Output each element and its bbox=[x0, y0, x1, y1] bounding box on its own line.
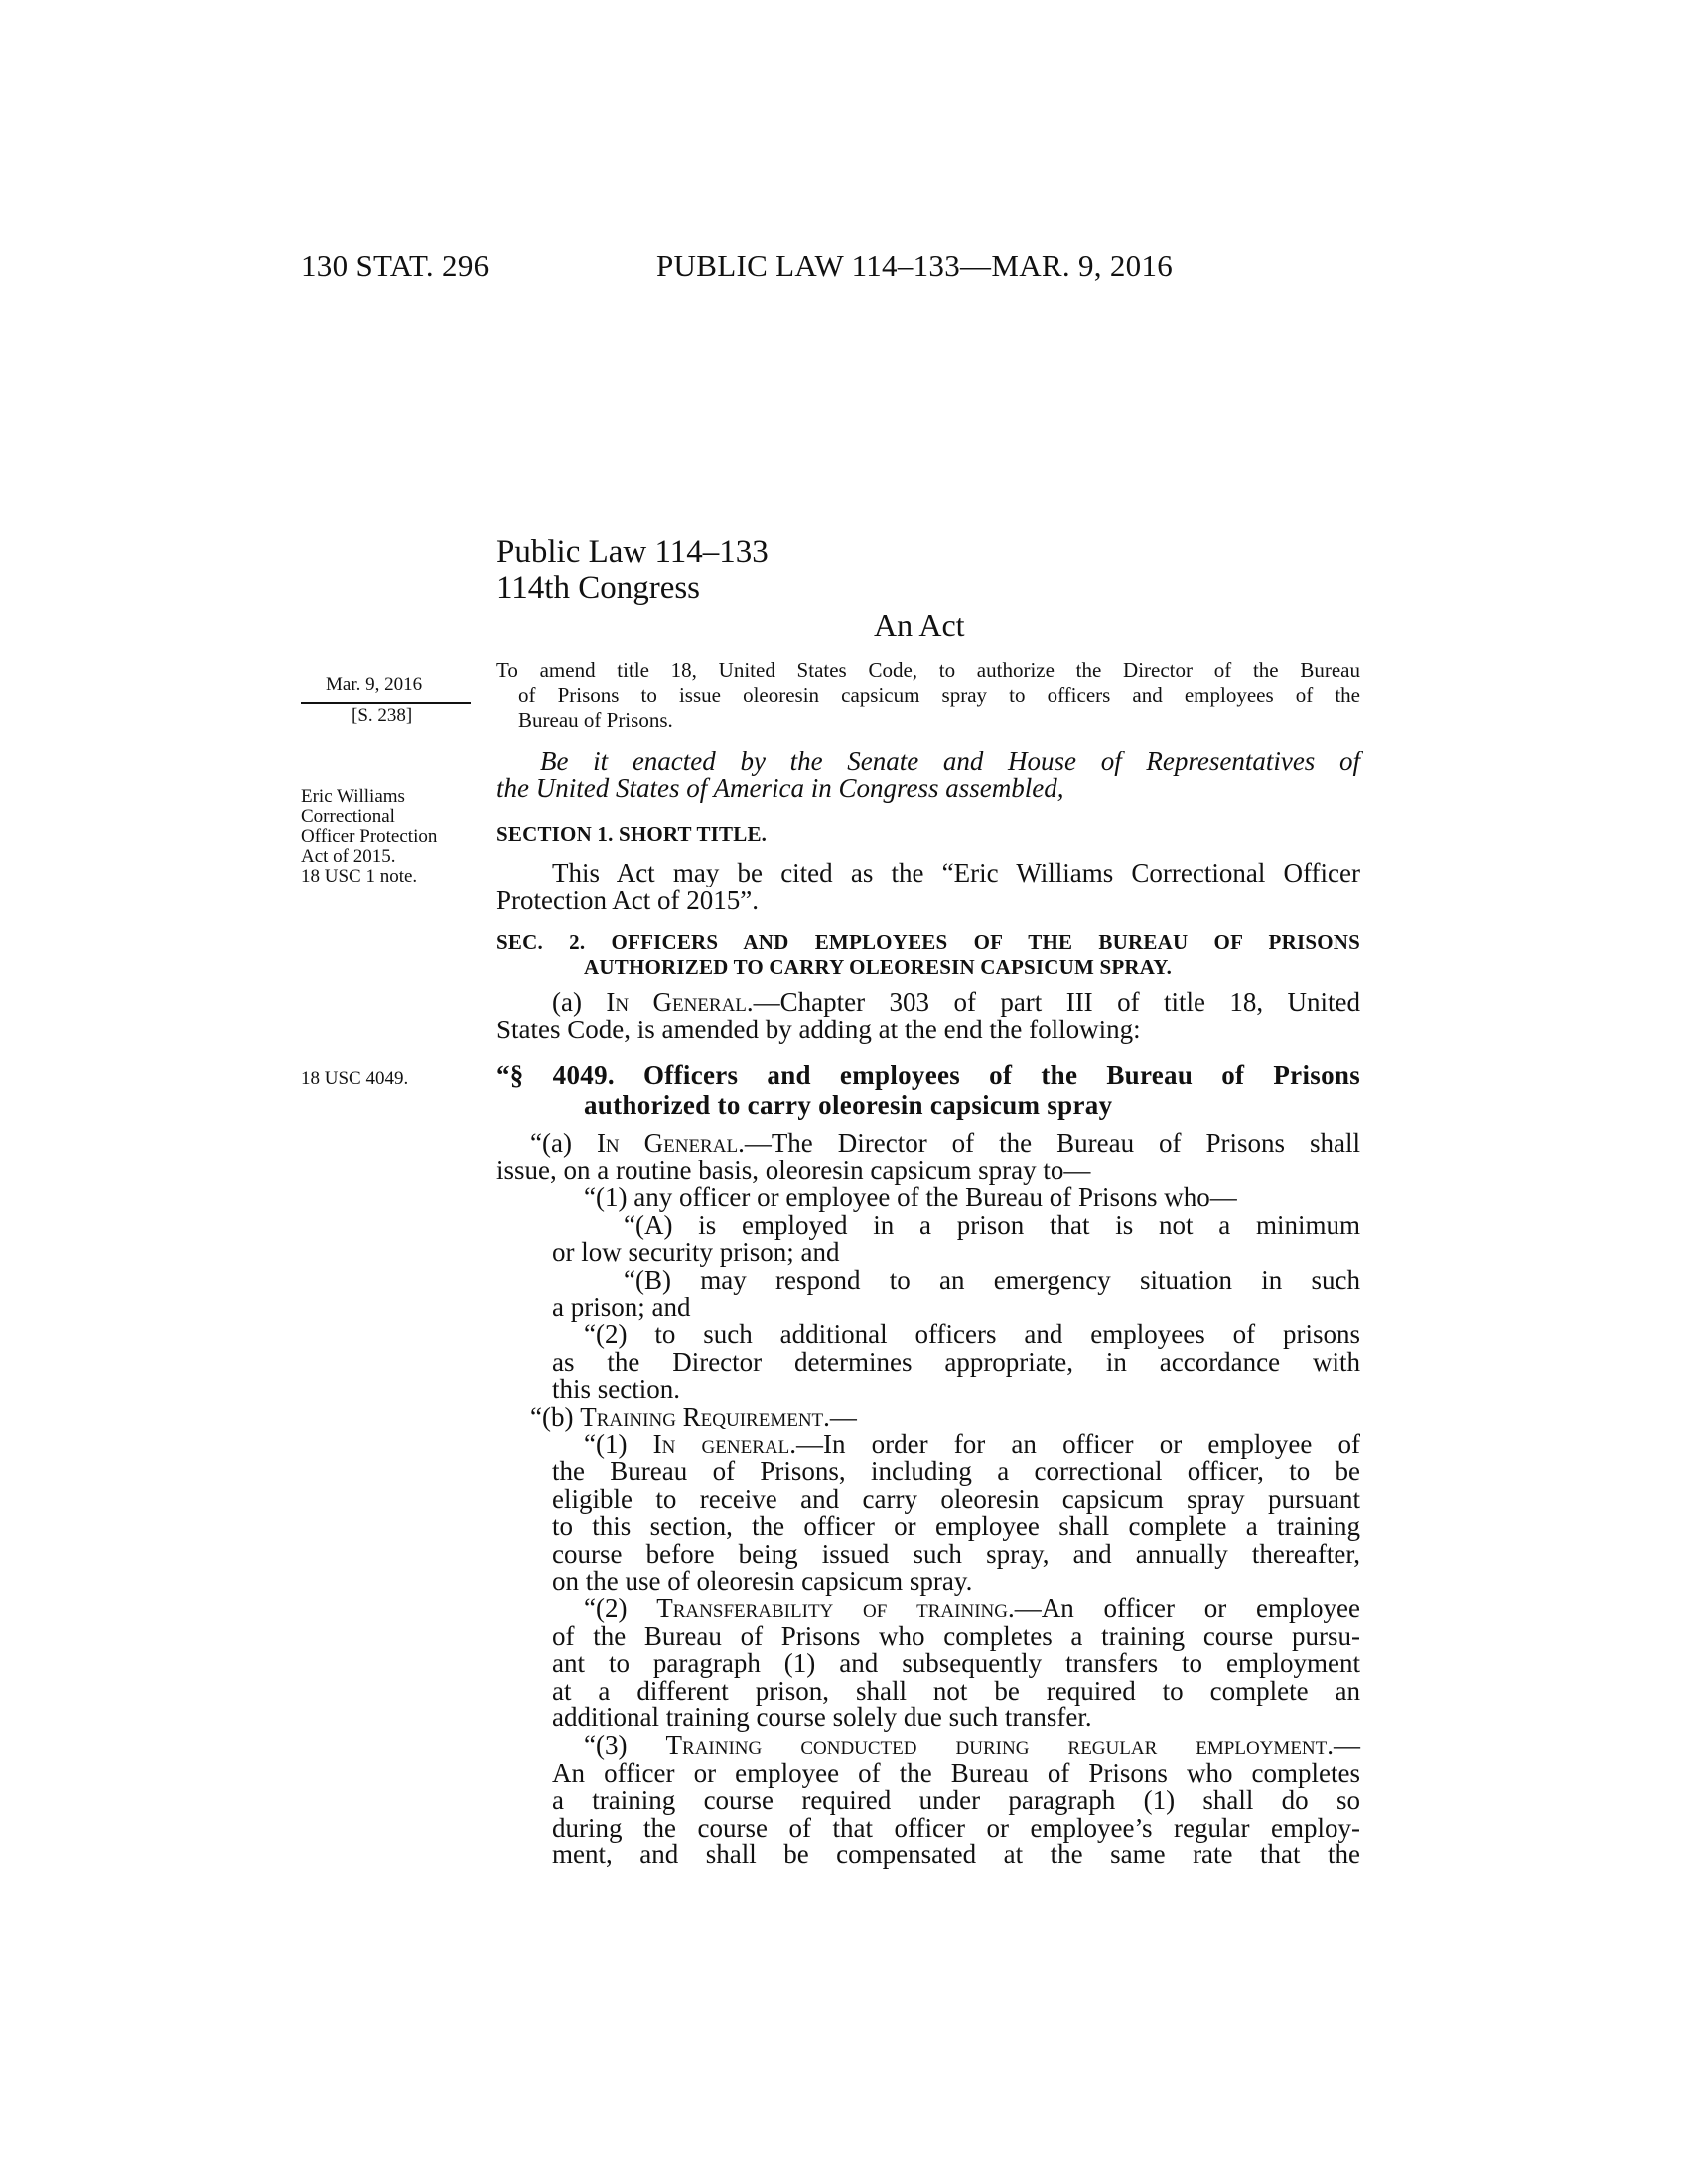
section-4049-body bbox=[496, 1130, 1360, 1869]
section-2a-text bbox=[496, 989, 1360, 1043]
section-1-text bbox=[496, 860, 1360, 914]
purpose-line: of Prisons to issue oleoresin capsicum spray to officers and employees of the bbox=[518, 683, 1360, 707]
text-line bbox=[496, 989, 1360, 1017]
purpose-clause bbox=[496, 658, 1360, 733]
sidenote-line: Act of 2015. bbox=[301, 846, 396, 867]
para-caption: Training Requirement bbox=[580, 1401, 824, 1432]
text-line: eligible to receive and carry oleoresin capsicum spray pursuant bbox=[552, 1483, 1360, 1514]
sidenote-usc-4049: 18 USC 4049. bbox=[301, 1068, 409, 1089]
para-caption: In general bbox=[652, 1429, 790, 1459]
para-text: .— bbox=[1327, 1730, 1361, 1761]
heading-line: AUTHORIZED TO CARRY OLEORESIN CAPSICUM SPRAY. bbox=[584, 955, 1173, 979]
text-line: at a different prison, shall not be required to complete an bbox=[552, 1675, 1360, 1706]
text-line: course before being issued such spray, and annually thereafter, bbox=[552, 1538, 1360, 1569]
text-line: ment, and shall be compensated at the same rate that the bbox=[552, 1840, 1360, 1870]
text-line: “(B) may respond to an emergency situation in such bbox=[624, 1264, 1360, 1295]
text-line: a prison; and bbox=[552, 1292, 691, 1322]
text-line: “(1) any officer or employee of the Bureau of Prisons who— bbox=[584, 1182, 1237, 1213]
text-line: this section. bbox=[552, 1374, 680, 1405]
sidenote-line: Eric Williams bbox=[301, 786, 405, 807]
purpose-line: To amend title 18, United States Code, to authorize the Director of the Bureau bbox=[496, 658, 1360, 682]
para-text: .—The Director of the Bureau of Prisons shall bbox=[738, 1128, 1360, 1158]
para-prefix: “(b) bbox=[530, 1401, 581, 1432]
sidenote-line: 18 USC 1 note. bbox=[301, 866, 418, 887]
text-line: during the course of that officer or employee’s regular employ- bbox=[552, 1812, 1360, 1843]
enacting-line: Be it enacted by the Senate and House of Representatives of bbox=[540, 747, 1360, 776]
text-line bbox=[496, 1401, 1360, 1432]
text-line: An officer or employee of the Bureau of Prisons who completes bbox=[552, 1757, 1360, 1788]
para-caption: Transferability of training bbox=[656, 1593, 1008, 1624]
heading-line: SEC. 2. OFFICERS AND EMPLOYEES OF THE BUREAU OF PRISONS bbox=[496, 930, 1360, 954]
text-line: States Code, is amended by adding at the end the following: bbox=[496, 1014, 1141, 1044]
text-line: This Act may be cited as the “Eric Williams Correctional Officer bbox=[552, 858, 1360, 887]
sidenote-line: Officer Protection bbox=[301, 826, 438, 847]
para-text: .—An officer or employee bbox=[1007, 1593, 1361, 1624]
sidenote-date: Mar. 9, 2016 bbox=[326, 674, 423, 695]
para-prefix: “(3) bbox=[584, 1730, 666, 1761]
para-prefix: “(1) bbox=[584, 1429, 653, 1459]
text-line: the Bureau of Prisons, including a correctional officer, to be bbox=[552, 1456, 1360, 1487]
text-line bbox=[496, 1595, 1360, 1623]
text-line bbox=[496, 1732, 1360, 1760]
text-line: “(A) is employed in a prison that is not a minimum bbox=[624, 1209, 1360, 1240]
para-prefix: “(2) bbox=[584, 1593, 657, 1624]
act-heading: An Act bbox=[874, 608, 965, 643]
para-prefix: “(a) bbox=[530, 1128, 597, 1158]
para-caption: Training conducted during regular employment bbox=[665, 1730, 1328, 1761]
text-line: additional training course solely due such transfer. bbox=[552, 1703, 1092, 1733]
congress: 114th Congress bbox=[496, 570, 701, 606]
section-2-heading bbox=[496, 930, 1360, 980]
sidenote-divider bbox=[301, 702, 471, 704]
text-line bbox=[496, 1130, 1360, 1158]
sidenote-line: Correctional bbox=[301, 806, 395, 827]
enacting-clause bbox=[496, 749, 1360, 802]
text-line: a training course required under paragraph (1) shall do so bbox=[552, 1785, 1360, 1816]
para-text: .—Chapter 303 of part III of title 18, United bbox=[746, 987, 1360, 1017]
para-text: .— bbox=[823, 1401, 857, 1432]
text-line bbox=[496, 1429, 1360, 1459]
running-title: PUBLIC LAW 114–133—MAR. 9, 2016 bbox=[656, 248, 1174, 283]
law-number: Public Law 114–133 bbox=[496, 534, 769, 570]
text-line: issue, on a routine basis, oleoresin capsicum spray to— bbox=[496, 1155, 1091, 1185]
text-line: or low security prison; and bbox=[552, 1237, 840, 1268]
section-1-heading: SECTION 1. SHORT TITLE. bbox=[496, 822, 768, 846]
enacting-line: the United States of America in Congress assembled, bbox=[496, 773, 1064, 803]
text-line: to this section, the officer or employee shall complete a training bbox=[552, 1511, 1360, 1542]
text-line: Protection Act of 2015”. bbox=[496, 885, 759, 915]
purpose-line: Bureau of Prisons. bbox=[518, 708, 673, 732]
para-caption: In General bbox=[596, 1128, 739, 1158]
para-prefix: (a) bbox=[552, 987, 607, 1017]
sidenote-bill: [S. 238] bbox=[352, 705, 413, 726]
para-caption: In General bbox=[606, 987, 747, 1017]
heading-line: “§ 4049. Officers and employees of the Bureau of Prisons bbox=[496, 1060, 1360, 1090]
heading-line: authorized to carry oleoresin capsicum spray bbox=[584, 1090, 1113, 1120]
text-line: on the use of oleoresin capsicum spray. bbox=[552, 1566, 973, 1596]
text-line: “(2) to such additional officers and employees of prisons bbox=[584, 1319, 1360, 1350]
text-line: of the Bureau of Prisons who completes a training course pursu- bbox=[552, 1620, 1360, 1651]
para-text: .—In order for an officer or employee of bbox=[789, 1429, 1360, 1459]
section-4049-heading bbox=[496, 1060, 1360, 1120]
text-line: ant to paragraph (1) and subsequently transfers to employment bbox=[552, 1648, 1360, 1679]
sidenote-short-title bbox=[301, 787, 437, 887]
page-number: 130 STAT. 296 bbox=[301, 248, 490, 283]
text-line: as the Director determines appropriate, in accordance with bbox=[552, 1346, 1360, 1377]
